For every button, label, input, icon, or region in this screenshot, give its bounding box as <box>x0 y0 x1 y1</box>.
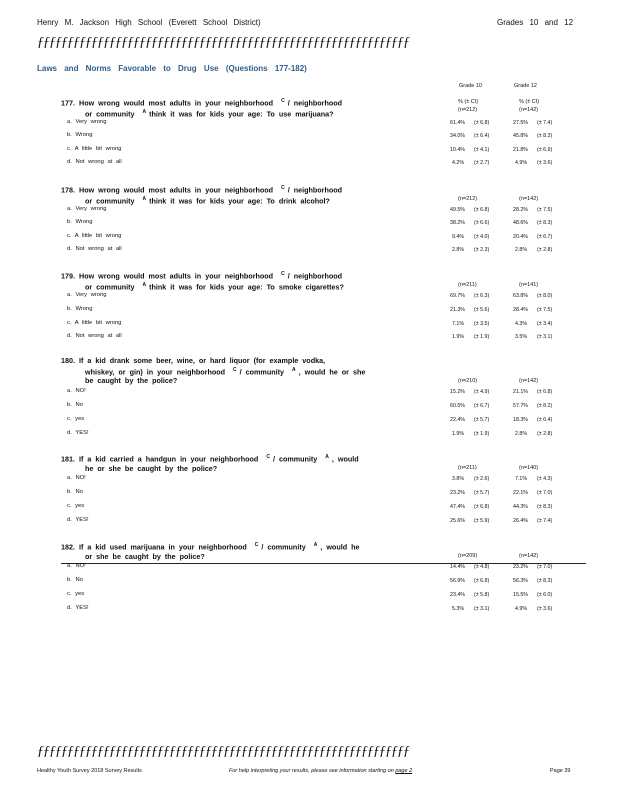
grade10-stat-header: % (± CI) <box>458 99 479 105</box>
sample-size-grade10: (n=210) <box>458 378 478 384</box>
table-row: d. Not wrong at all 2.8% (± 2.3) 2.8% (± 2.8) <box>67 246 553 253</box>
sample-size-grade10: (n=212) <box>458 107 478 113</box>
header-ornament-rule: ƒƒƒƒƒƒƒƒƒƒƒƒƒƒƒƒƒƒƒƒƒƒƒƒƒƒƒƒƒƒƒƒƒƒƒƒƒƒƒƒƒƒƒƒƒƒƒƒƒƒƒƒƒƒƒƒƒƒƒƒƒƒ <box>37 35 409 50</box>
question-text: 182. If a kid used marijuana in your neighborhood $^C$ / community $^A$ , would he or she be caught by the police? <box>61 542 360 561</box>
table-row: c. yes 22.4% (± 5.7) 18.3% (± 6.4) <box>67 416 553 423</box>
table-row: b. No 23.2% (± 5.7) 22.1% (± 7.0) <box>67 489 553 496</box>
sample-size-grade12: (n=142) <box>519 553 539 559</box>
page-number: Page 39 <box>550 768 571 774</box>
sample-size-grade10: (n=209) <box>458 553 478 559</box>
table-row: a. NO! 15.2% (± 4.9) 21.1% (± 6.8) <box>67 388 553 395</box>
page-reference-link[interactable]: page 2 <box>395 768 413 774</box>
sample-size-grade12: (n=142) <box>519 196 539 202</box>
table-row: b. Wrong 34.0% (± 6.4) 45.8% (± 8.3) <box>67 132 553 139</box>
question-text: 180. If a kid drank some beer, wine, or hard liquor (for example vodka, whiskey, or gin) in your neighborhood $^C$ / community $^A$ , would he or she be caught by the police? <box>61 356 366 386</box>
footer-help-text: For help interpreting your results, please see information starting on page 2 <box>229 768 413 774</box>
table-row: b. No 60.5% (± 6.7) 57.7% (± 8.2) <box>67 402 553 409</box>
sample-size-grade10: (n=211) <box>458 282 477 288</box>
table-row: c. yes 23.4% (± 5.8) 15.5% (± 6.0) <box>67 591 553 598</box>
sample-size-grade10: (n=212) <box>458 196 478 202</box>
grade12-column-header: Grade 12 <box>514 83 537 89</box>
table-row: b. Wrong 38.2% (± 6.6) 48.6% (± 8.3) <box>67 219 553 226</box>
table-row: a. Very wrong 61.4% (± 6.8) 27.5% (± 7.4) <box>67 119 553 126</box>
table-row: d. YES! 5.3% (± 3.1) 4.9% (± 3.6) <box>67 605 553 612</box>
sample-size-grade10: (n=211) <box>458 465 477 471</box>
question-text: 177. How wrong would most adults in your neighborhood $^C$ / neighborhood or community $^A$ think it was for kids your age: To use marijuana? <box>61 98 343 119</box>
sample-size-grade12: (n=142) <box>519 107 539 113</box>
table-row: c. A little bit wrong 7.1% (± 3.5) 4.3% (± 3.4) <box>67 320 553 327</box>
footer-ornament-rule: ƒƒƒƒƒƒƒƒƒƒƒƒƒƒƒƒƒƒƒƒƒƒƒƒƒƒƒƒƒƒƒƒƒƒƒƒƒƒƒƒƒƒƒƒƒƒƒƒƒƒƒƒƒƒƒƒƒƒƒƒƒƒ <box>37 744 409 759</box>
table-row: a. NO! 3.8% (± 2.6) 7.1% (± 4.3) <box>67 475 553 482</box>
school-header: Henry M. Jackson High School (Everett School District) <box>37 18 261 27</box>
sample-size-grade12: (n=142) <box>519 378 539 384</box>
section-title: Laws and Norms Favorable to Drug Use (Questions 177-182) <box>37 64 307 73</box>
grades-header: Grades 10 and 12 <box>497 18 574 27</box>
sample-size-grade12: (n=140) <box>519 465 539 471</box>
table-row: d. YES! 25.6% (± 5.9) 26.4% (± 7.4) <box>67 517 553 524</box>
table-row: a. NO! 14.4% (± 4.8) 23.2% (± 7.0) <box>67 563 553 570</box>
grade12-stat-header: % (± CI) <box>519 99 540 105</box>
question-text: 181. If a kid carried a handgun in your neighborhood $^C$ / community $^A$ , would he or she be caught by the police? <box>61 454 359 473</box>
table-row: b. No 56.9% (± 6.8) 56.3% (± 8.3) <box>67 577 553 584</box>
question-text: 179. How wrong would most adults in your neighborhood $^C$ / neighborhood or community $^A$ think it was for kids your age: To smoke cigarettes? <box>61 271 344 292</box>
table-row: d. Not wrong at all 4.2% (± 2.7) 4.9% (± 3.6) <box>67 159 553 166</box>
table-row: d. Not wrong at all 1.9% (± 1.9) 3.5% (± 3.1) <box>67 333 553 340</box>
question-text: 178. How wrong would most adults in your neighborhood $^C$ / neighborhood or community $^A$ think it was for kids your age: To drink alcohol? <box>61 185 343 206</box>
table-row: a. Very wrong 69.7% (± 6.3) 63.8% (± 8.0) <box>67 292 553 299</box>
grade10-column-header: Grade 10 <box>459 83 482 89</box>
sample-size-grade12: (n=141) <box>519 282 539 288</box>
table-row: a. Very wrong 49.5% (± 6.8) 28.2% (± 7.5) <box>67 206 553 213</box>
table-row: d. YES! 1.9% (± 1.9) 2.8% (± 2.8) <box>67 430 553 437</box>
table-row: c. A little bit wrong 10.4% (± 4.1) 21.8% (± 6.9) <box>67 146 553 153</box>
footer-survey-name: Healthy Youth Survey 2018 Survey Results <box>37 768 142 774</box>
table-row: c. yes 47.4% (± 6.8) 44.3% (± 8.3) <box>67 503 553 510</box>
table-row: b. Wrong 21.3% (± 5.6) 28.4% (± 7.5) <box>67 306 553 313</box>
table-row: c. A little bit wrong 9.4% (± 4.0) 20.4% (± 6.7) <box>67 233 553 240</box>
